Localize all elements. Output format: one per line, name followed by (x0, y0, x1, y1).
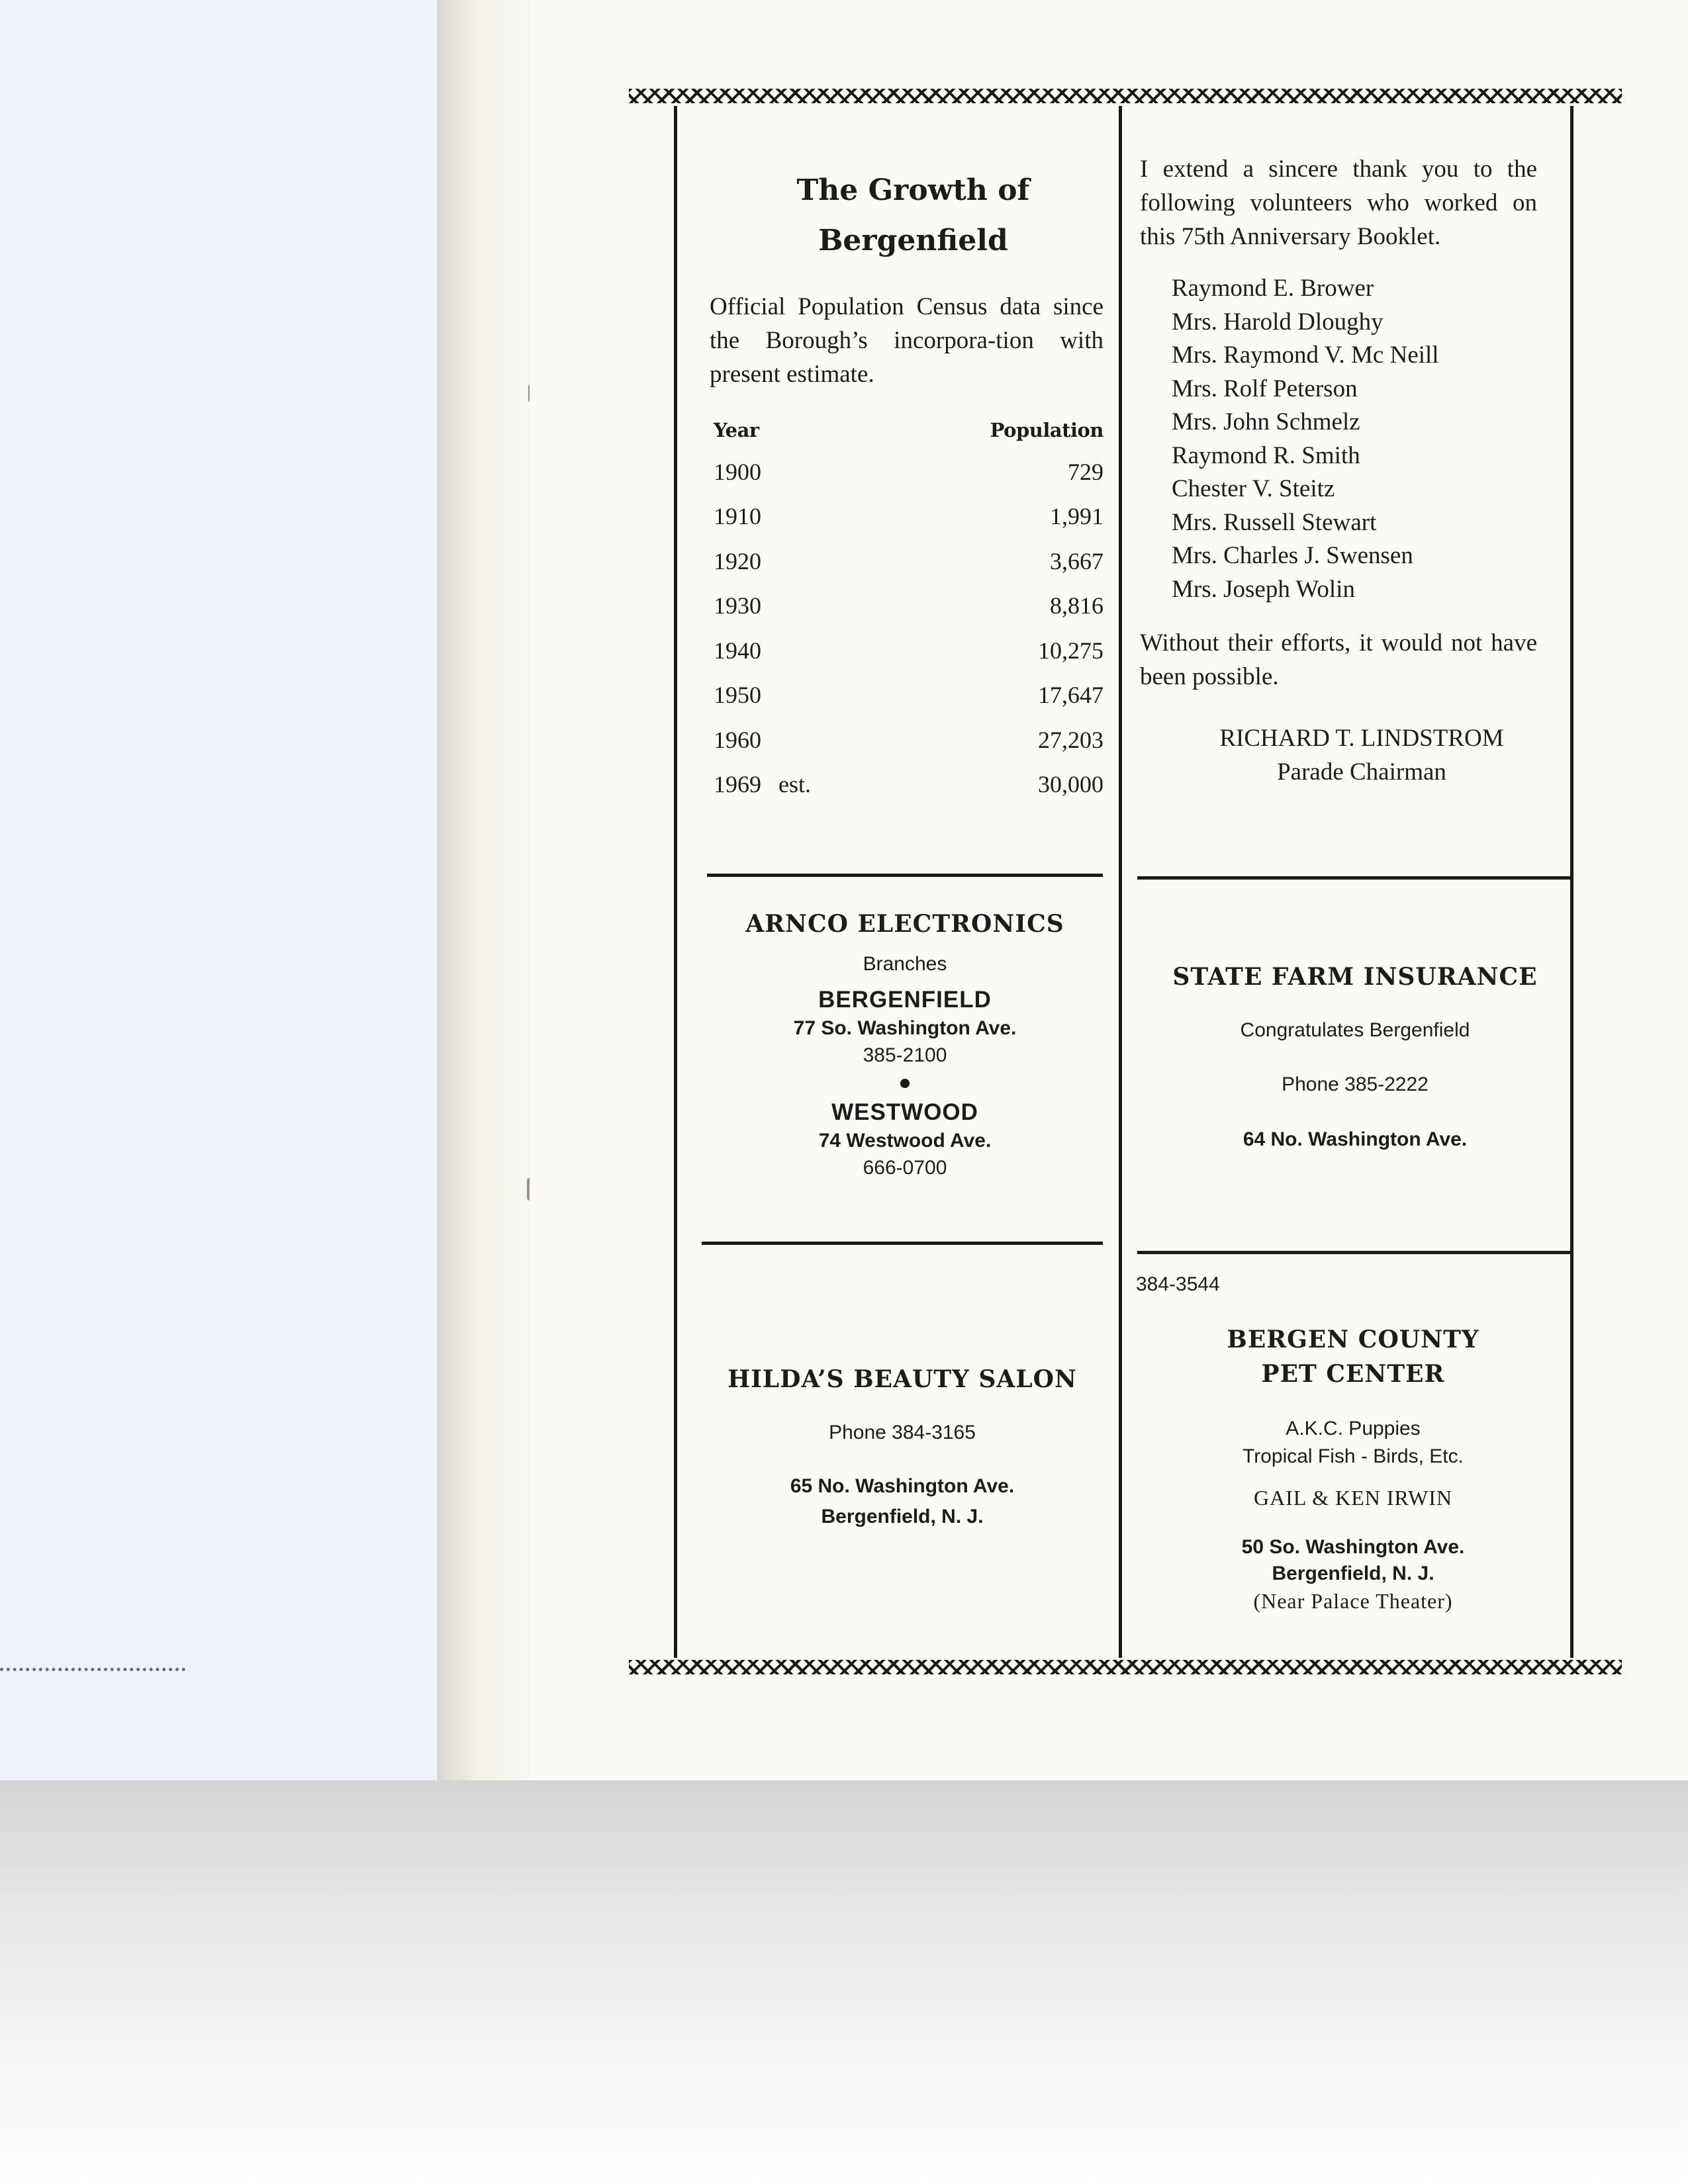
signature (1140, 721, 1537, 789)
center-column-rule (1119, 106, 1122, 1658)
ad-arnco-branch2-phone: 666-0700 (863, 1157, 947, 1179)
ad-arnco-branch1-address: 77 So. Washington Ave. (793, 1017, 1017, 1039)
ad-pet-address: 50 So. Washington Ave. (1241, 1536, 1465, 1558)
book-spine-shadow (437, 0, 536, 1780)
volunteers-section (1140, 152, 1537, 789)
table-row (710, 762, 1103, 807)
year-cell: 1950 (714, 682, 761, 709)
col-header-year: Year (714, 419, 759, 441)
growth-section (710, 165, 1103, 807)
year-cell: 1920 (714, 547, 761, 574)
bottom-chain-border (629, 1660, 1622, 1674)
estimate-note: est. (778, 771, 811, 798)
ad-pet-landmark: (Near Palace Theater) (1253, 1589, 1453, 1613)
list-item: Mrs. Charles J. Swensen (1172, 542, 1413, 569)
ad-arnco-branch1-phone: 385-2100 (863, 1044, 947, 1066)
signature-title: Parade Chairman (1277, 758, 1446, 786)
ad-pet-line1: A.K.C. Puppies (1286, 1418, 1421, 1439)
thanks-intro: I extend a sincere thank you to the following volunteers who worked on this 75th Anniversary Booklet. (1140, 156, 1537, 250)
table-row (710, 494, 1103, 539)
left-page-torn-edge (0, 1668, 185, 1678)
population-cell: 27,203 (1038, 726, 1103, 753)
ad-pet-center (1136, 1271, 1570, 1615)
right-frame-rule (1570, 106, 1573, 1658)
ad-pet-name-line1: BERGEN COUNTY (1227, 1326, 1479, 1353)
table-row (710, 717, 1103, 762)
ad-hildas-beauty-salon (702, 1362, 1103, 1530)
ad-arnco-branches-label: Branches (863, 953, 947, 975)
population-cell: 1,991 (1050, 503, 1103, 530)
ad-hilda-phone: Phone 384-3165 (829, 1422, 976, 1443)
ad-statefarm-phone: Phone 385-2222 (1282, 1073, 1429, 1095)
divider-right-upper (1137, 876, 1571, 880)
ad-arnco-branch2-address: 74 Westwood Ave. (818, 1130, 992, 1152)
population-cell: 17,647 (1038, 682, 1103, 709)
scanner-bottom-shadow (0, 1780, 1688, 2184)
signature-name: RICHARD T. LINDSTROM (1219, 725, 1504, 752)
list-item: Raymond E. Brower (1172, 275, 1374, 302)
left-frame-rule (674, 106, 677, 1658)
list-item: Raymond R. Smith (1172, 441, 1360, 469)
list-item: Mrs. John Schmelz (1172, 408, 1360, 435)
list-item: Mrs. Joseph Wolin (1172, 575, 1355, 603)
population-cell: 10,275 (1038, 637, 1103, 664)
year-cell: 1910 (714, 503, 761, 530)
ad-pet-line2: Tropical Fish - Birds, Etc. (1243, 1445, 1464, 1467)
growth-title-line1: The Growth of (796, 173, 1030, 207)
table-row (710, 584, 1103, 629)
left-page-sheet (0, 0, 437, 1780)
table-row (710, 628, 1103, 673)
ad-hilda-city: Bergenfield, N. J. (821, 1506, 984, 1527)
list-item: Mrs. Raymond V. Mc Neill (1172, 341, 1439, 369)
ad-pet-owners: GAIL & KEN IRWIN (1253, 1486, 1453, 1510)
bullet-separator (900, 1079, 910, 1088)
list-item: Chester V. Steitz (1172, 475, 1335, 502)
population-cell: 3,667 (1050, 547, 1103, 574)
ad-statefarm-tagline: Congratulates Bergenfield (1240, 1019, 1470, 1041)
year-cell: 1960 (714, 726, 761, 753)
population-cell: 30,000 (1038, 771, 1103, 798)
table-row (710, 673, 1103, 718)
divider-right-lower (1137, 1251, 1571, 1254)
year-cell: 1900 (714, 458, 761, 485)
list-item: Mrs. Harold Dloughy (1172, 308, 1383, 336)
ad-arnco-branch2-city: WESTWOOD (831, 1099, 978, 1125)
ad-pet-phone: 384-3544 (1136, 1273, 1220, 1295)
col-header-population: Population (990, 419, 1103, 441)
ad-arnco-electronics (707, 907, 1103, 1182)
year-cell: 1969 (714, 771, 761, 798)
growth-title-line2: Bergenfield (818, 224, 1008, 257)
ad-hilda-name: HILDA’S BEAUTY SALON (727, 1365, 1077, 1393)
top-chain-border (629, 89, 1622, 103)
year-cell: 1940 (714, 637, 761, 664)
table-header-row (710, 411, 1103, 449)
table-row (710, 539, 1103, 584)
volunteer-list (1140, 272, 1537, 606)
divider-left-upper (707, 874, 1103, 877)
table-row (710, 449, 1103, 494)
thanks-closing: Without their efforts, it would not have been possible. (1140, 629, 1537, 690)
ad-pet-name-line2: PET CENTER (1261, 1360, 1445, 1388)
ad-statefarm-name: STATE FARM INSURANCE (1172, 963, 1538, 991)
ad-arnco-name: ARNCO ELECTRONICS (745, 910, 1064, 938)
population-cell: 8,816 (1050, 592, 1103, 619)
year-cell: 1930 (714, 592, 761, 619)
growth-intro: Official Population Census data since the Borough’s incorpora-tion with present estimate. (710, 293, 1103, 388)
ad-statefarm-address: 64 No. Washington Ave. (1243, 1128, 1468, 1150)
ad-pet-city: Bergenfield, N. J. (1272, 1563, 1434, 1584)
population-table (710, 411, 1103, 807)
ad-hilda-address: 65 No. Washington Ave. (790, 1475, 1015, 1497)
divider-left-lower (702, 1242, 1103, 1245)
ad-state-farm (1140, 960, 1570, 1153)
list-item: Mrs. Rolf Peterson (1172, 375, 1358, 402)
list-item: Mrs. Russell Stewart (1172, 508, 1377, 536)
ad-arnco-branch1-city: BERGENFIELD (818, 987, 992, 1013)
population-cell: 729 (1068, 458, 1103, 485)
